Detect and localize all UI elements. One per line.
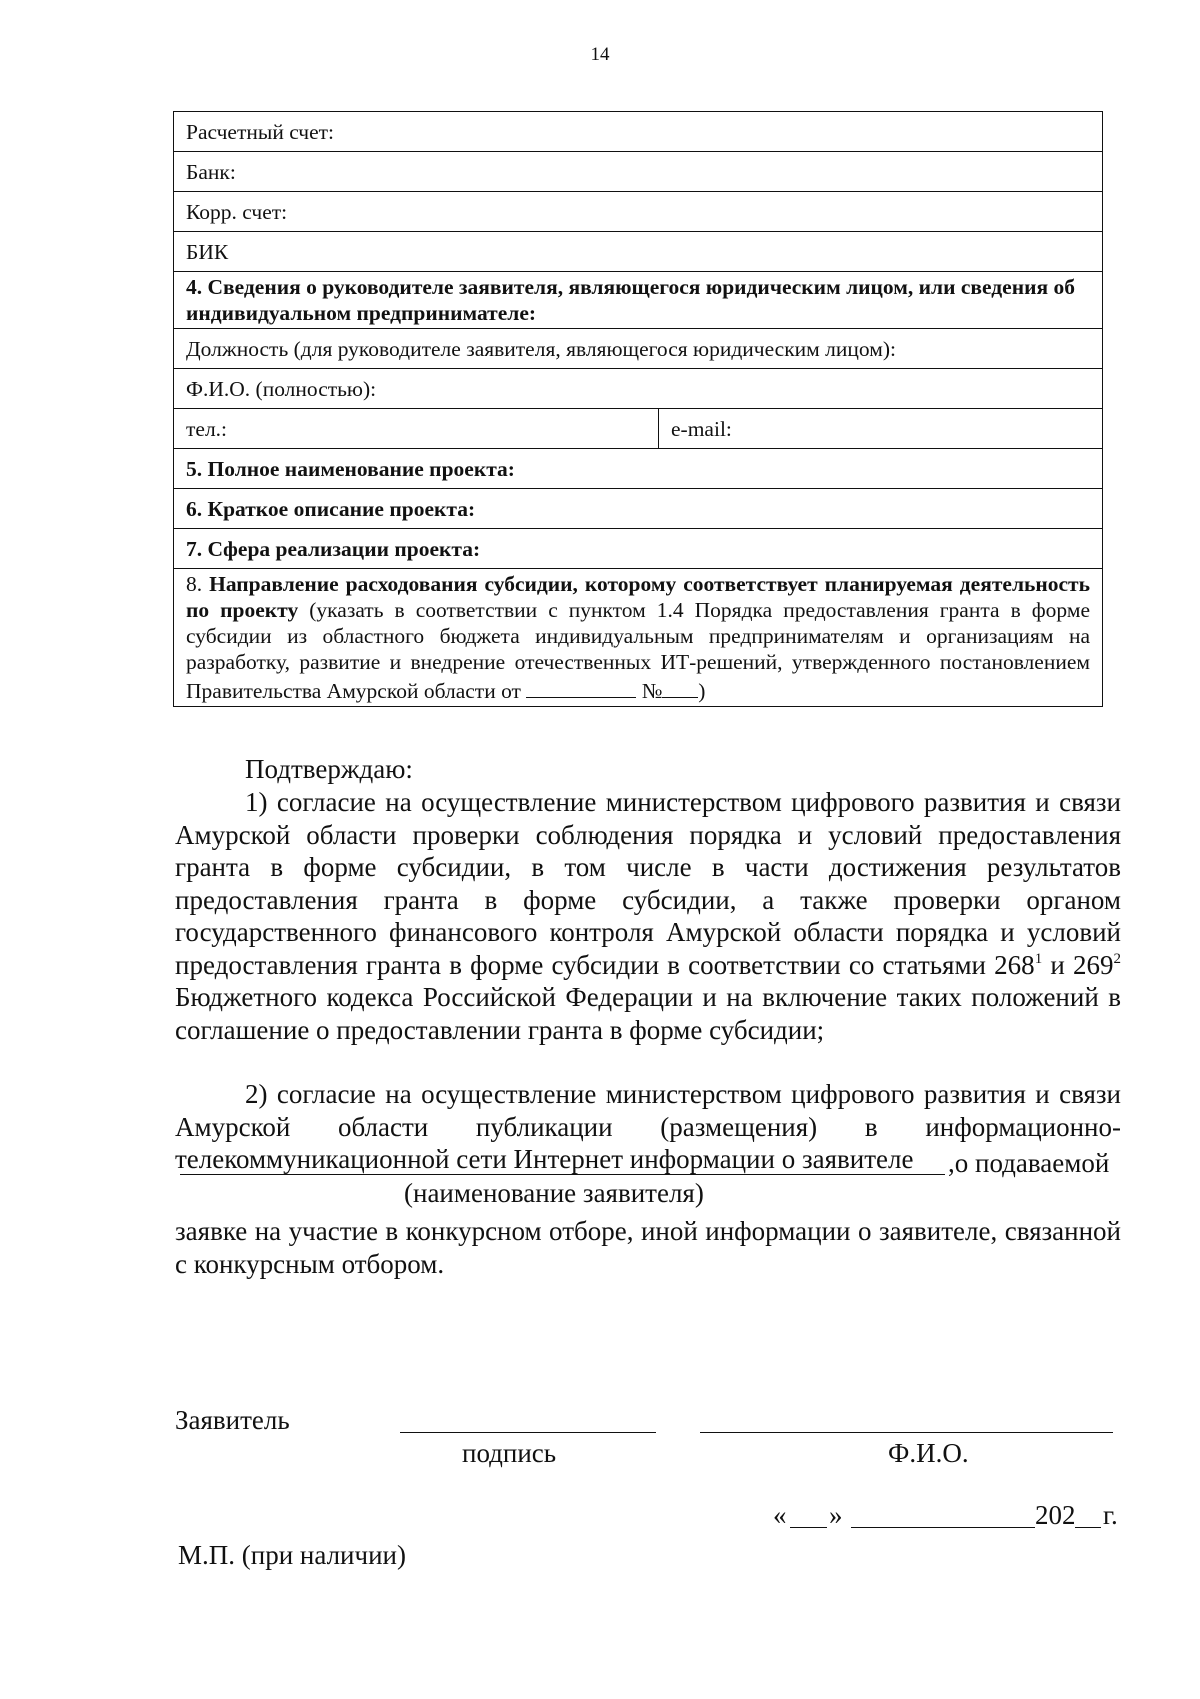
article-269-sup: 2 <box>1113 950 1121 967</box>
date-quote-close: » <box>829 1500 843 1530</box>
section-8-text: (указать в соответствии с пунктом 1.4 Порядка предоставления гранта в форме субсидии из областного бюджета индивидуальным предпринимателям и организациям на разработку, развитие и внедрение отечественных ИТ-решений, утвержденного постановлением Правительства Амурской области от <box>186 598 1090 703</box>
section-8-close: ) <box>698 679 706 703</box>
consent-2-ending: заявке на участие в конкурсном отборе, иной информации о заявителе, связанной с конкурсным отбором. <box>175 1216 1121 1279</box>
date-month-line[interactable] <box>851 1527 1035 1528</box>
section-5-project-name[interactable]: 5. Полное наименование проекта: <box>174 449 1103 489</box>
seal-label: М.П. (при наличии) <box>178 1540 406 1570</box>
full-name-line[interactable] <box>700 1432 1113 1433</box>
consent-1-and: и 269 <box>1042 949 1114 980</box>
applicant-name-line[interactable] <box>180 1174 945 1175</box>
email-field[interactable]: e-mail: <box>659 409 1103 449</box>
date-quote-open: « <box>773 1500 787 1530</box>
section-8-number: 8. <box>186 572 203 596</box>
consent-paragraph-2: 2) согласие на осуществление министерством цифрового развития и связи Амурской области публикации (размещения) в информационно-телекоммуникационной сети Интернет информации о заявителе <box>175 1079 1121 1174</box>
section-4-title: 4. Сведения о руководителе заявителя, являющегося юридическим лицом, или сведения об индивидуальном предпринимателе: <box>174 272 1103 329</box>
full-name-field[interactable]: Ф.И.О. (полностью): <box>174 369 1103 409</box>
signature-line[interactable] <box>400 1432 656 1433</box>
signature-caption: подпись <box>462 1438 557 1468</box>
date-year-suffix: г. <box>1103 1500 1118 1530</box>
name-caption: Ф.И.О. <box>888 1438 969 1468</box>
section-7-project-scope[interactable]: 7. Сфера реализации проекта: <box>174 529 1103 569</box>
consent-paragraph-1 <box>175 786 1121 1046</box>
section-8-number-sign: № <box>641 679 663 703</box>
consent-1-text: 1) согласие на осуществление министерством цифрового развития и связи Амурской области проверки соблюдения порядка и условий предоставления гранта в форме субсидии, в том числе в части достижения результатов предоставления гранта в форме субсидии, а также проверки органом государственного финансового контроля Амурской области порядка и условий предоставления гранта в форме субсидии в соответствии со статьями 268 <box>175 787 1121 980</box>
position-field[interactable]: Должность (для руководителе заявителя, являющегося юридическим лицом): <box>174 329 1103 369</box>
article-268-sup: 1 <box>1034 950 1043 967</box>
bank-field[interactable]: Банк: <box>174 152 1103 192</box>
section-8-expense-direction[interactable] <box>174 569 1103 707</box>
application-form-table <box>173 111 1103 707</box>
date-day-line[interactable] <box>790 1527 827 1528</box>
decree-number-blank[interactable] <box>662 675 698 698</box>
date-year-line[interactable] <box>1075 1527 1101 1528</box>
date-year: 202 <box>1035 1500 1076 1530</box>
corr-account-field[interactable]: Корр. счет: <box>174 192 1103 232</box>
applicant-label: Заявитель <box>175 1405 290 1435</box>
confirm-heading: Подтверждаю: <box>245 754 413 784</box>
decree-date-blank[interactable] <box>526 675 636 698</box>
section-6-project-description[interactable]: 6. Краткое описание проекта: <box>174 489 1103 529</box>
consent-2-after-line: ,о подаваемой <box>948 1148 1110 1178</box>
settlement-account-field[interactable]: Расчетный счет: <box>174 112 1103 152</box>
applicant-name-caption: (наименование заявителя) <box>404 1178 704 1208</box>
phone-field[interactable]: тел.: <box>174 409 659 449</box>
bik-field[interactable]: БИК <box>174 232 1103 272</box>
section-8-bold-text: Направление расходования субсидии, которому соответствует планируемая деятельность по проекту <box>186 572 1090 622</box>
page-number: 14 <box>590 44 610 65</box>
consent-1-text-end: Бюджетного кодекса Российской Федерации и на включение таких положений в соглашение о предоставлении гранта в форме субсидии; <box>175 982 1121 1045</box>
